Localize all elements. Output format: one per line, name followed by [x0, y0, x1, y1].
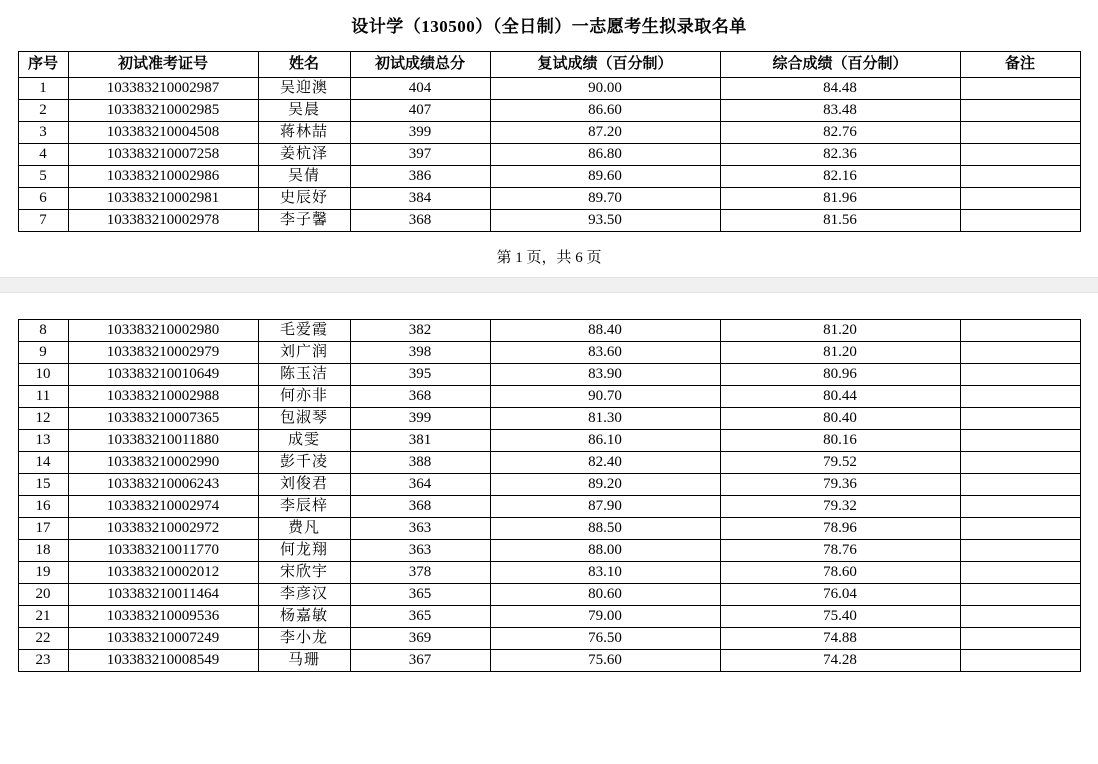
cell-index: 12 — [18, 408, 68, 430]
table-row — [18, 144, 1080, 166]
cell-second-exam-score: 80.60 — [490, 584, 720, 606]
cell-exam-number: 103383210002981 — [68, 188, 258, 210]
column-header-remarks: 备注 — [960, 52, 1080, 78]
cell-first-exam-total: 369 — [350, 628, 490, 650]
cell-remarks — [960, 386, 1080, 408]
cell-index: 8 — [18, 320, 68, 342]
cell-exam-number: 103383210002979 — [68, 342, 258, 364]
cell-second-exam-score: 87.90 — [490, 496, 720, 518]
cell-exam-number: 103383210002986 — [68, 166, 258, 188]
cell-second-exam-score: 93.50 — [490, 210, 720, 232]
table-row — [18, 562, 1080, 584]
page-footer-label: 第 1 页，共 6 页 — [496, 250, 602, 266]
cell-index: 23 — [18, 650, 68, 672]
cell-remarks — [960, 452, 1080, 474]
column-header-overall-score: 综合成绩（百分制） — [720, 52, 960, 78]
cell-first-exam-total: 399 — [350, 408, 490, 430]
cell-first-exam-total: 397 — [350, 144, 490, 166]
cell-exam-number: 103383210007365 — [68, 408, 258, 430]
page-title: 设计学（130500）（全日制）一志愿考生拟录取名单 — [351, 17, 747, 36]
cell-name: 李辰梓 — [258, 496, 350, 518]
cell-name: 毛爱霞 — [258, 320, 350, 342]
cell-second-exam-score: 87.20 — [490, 122, 720, 144]
cell-remarks — [960, 78, 1080, 100]
document-page-2 — [0, 293, 1098, 672]
column-header-exam-number: 初试准考证号 — [68, 52, 258, 78]
cell-index: 15 — [18, 474, 68, 496]
page-break-divider — [0, 277, 1098, 293]
cell-index: 4 — [18, 144, 68, 166]
cell-overall-score: 79.36 — [720, 474, 960, 496]
cell-remarks — [960, 518, 1080, 540]
cell-index: 20 — [18, 584, 68, 606]
cell-name: 史辰妤 — [258, 188, 350, 210]
table-row — [18, 122, 1080, 144]
cell-index: 17 — [18, 518, 68, 540]
cell-remarks — [960, 496, 1080, 518]
cell-second-exam-score: 89.20 — [490, 474, 720, 496]
admission-table-page1 — [18, 51, 1081, 232]
cell-first-exam-total: 365 — [350, 584, 490, 606]
cell-second-exam-score: 83.60 — [490, 342, 720, 364]
cell-overall-score: 80.96 — [720, 364, 960, 386]
cell-first-exam-total: 382 — [350, 320, 490, 342]
column-header-index: 序号 — [18, 52, 68, 78]
cell-remarks — [960, 210, 1080, 232]
table-row — [18, 518, 1080, 540]
cell-second-exam-score: 86.60 — [490, 100, 720, 122]
cell-overall-score: 78.96 — [720, 518, 960, 540]
cell-index: 13 — [18, 430, 68, 452]
table-row — [18, 606, 1080, 628]
table-row — [18, 386, 1080, 408]
table-row — [18, 408, 1080, 430]
table-row — [18, 364, 1080, 386]
cell-first-exam-total: 395 — [350, 364, 490, 386]
cell-name: 包淑琴 — [258, 408, 350, 430]
cell-first-exam-total: 388 — [350, 452, 490, 474]
cell-second-exam-score: 86.80 — [490, 144, 720, 166]
cell-first-exam-total: 386 — [350, 166, 490, 188]
cell-overall-score: 81.96 — [720, 188, 960, 210]
table-row — [18, 584, 1080, 606]
cell-name: 费凡 — [258, 518, 350, 540]
cell-remarks — [960, 584, 1080, 606]
cell-remarks — [960, 606, 1080, 628]
table-row — [18, 452, 1080, 474]
table-row — [18, 210, 1080, 232]
cell-remarks — [960, 628, 1080, 650]
cell-overall-score: 76.04 — [720, 584, 960, 606]
cell-name: 李小龙 — [258, 628, 350, 650]
cell-overall-score: 74.88 — [720, 628, 960, 650]
cell-overall-score: 84.48 — [720, 78, 960, 100]
table-row — [18, 540, 1080, 562]
cell-remarks — [960, 144, 1080, 166]
cell-exam-number: 103383210009536 — [68, 606, 258, 628]
cell-exam-number: 103383210011464 — [68, 584, 258, 606]
cell-name: 何亦非 — [258, 386, 350, 408]
cell-overall-score: 80.40 — [720, 408, 960, 430]
cell-remarks — [960, 100, 1080, 122]
cell-overall-score: 74.28 — [720, 650, 960, 672]
cell-index: 22 — [18, 628, 68, 650]
cell-index: 3 — [18, 122, 68, 144]
cell-first-exam-total: 378 — [350, 562, 490, 584]
cell-index: 7 — [18, 210, 68, 232]
cell-index: 11 — [18, 386, 68, 408]
cell-overall-score: 83.48 — [720, 100, 960, 122]
cell-second-exam-score: 86.10 — [490, 430, 720, 452]
cell-index: 1 — [18, 78, 68, 100]
table-row — [18, 474, 1080, 496]
cell-second-exam-score: 82.40 — [490, 452, 720, 474]
cell-index: 14 — [18, 452, 68, 474]
cell-overall-score: 75.40 — [720, 606, 960, 628]
cell-exam-number: 103383210002990 — [68, 452, 258, 474]
cell-name: 刘俊君 — [258, 474, 350, 496]
cell-name: 吴迎澳 — [258, 78, 350, 100]
cell-first-exam-total: 365 — [350, 606, 490, 628]
cell-name: 陈玉洁 — [258, 364, 350, 386]
cell-remarks — [960, 364, 1080, 386]
cell-name: 成雯 — [258, 430, 350, 452]
cell-second-exam-score: 88.00 — [490, 540, 720, 562]
cell-name: 姜杭泽 — [258, 144, 350, 166]
cell-remarks — [960, 166, 1080, 188]
admission-table-page2 — [18, 319, 1081, 672]
cell-remarks — [960, 474, 1080, 496]
cell-exam-number: 103383210002974 — [68, 496, 258, 518]
table-row — [18, 628, 1080, 650]
cell-overall-score: 78.76 — [720, 540, 960, 562]
cell-remarks — [960, 342, 1080, 364]
cell-first-exam-total: 399 — [350, 122, 490, 144]
cell-exam-number: 103383210011770 — [68, 540, 258, 562]
cell-first-exam-total: 384 — [350, 188, 490, 210]
cell-remarks — [960, 320, 1080, 342]
column-header-second-exam-score: 复试成绩（百分制） — [490, 52, 720, 78]
cell-index: 18 — [18, 540, 68, 562]
cell-index: 10 — [18, 364, 68, 386]
cell-index: 21 — [18, 606, 68, 628]
cell-exam-number: 103383210002972 — [68, 518, 258, 540]
table-row — [18, 166, 1080, 188]
cell-second-exam-score: 88.50 — [490, 518, 720, 540]
cell-exam-number: 103383210002988 — [68, 386, 258, 408]
cell-first-exam-total: 368 — [350, 496, 490, 518]
cell-overall-score: 80.16 — [720, 430, 960, 452]
cell-exam-number: 103383210011880 — [68, 430, 258, 452]
cell-name: 彭千凌 — [258, 452, 350, 474]
cell-overall-score: 82.36 — [720, 144, 960, 166]
cell-index: 6 — [18, 188, 68, 210]
table-row — [18, 100, 1080, 122]
cell-second-exam-score: 81.30 — [490, 408, 720, 430]
cell-remarks — [960, 562, 1080, 584]
table-row — [18, 430, 1080, 452]
cell-first-exam-total: 363 — [350, 540, 490, 562]
cell-first-exam-total: 404 — [350, 78, 490, 100]
cell-second-exam-score: 83.90 — [490, 364, 720, 386]
cell-remarks — [960, 188, 1080, 210]
cell-second-exam-score: 90.70 — [490, 386, 720, 408]
cell-remarks — [960, 650, 1080, 672]
cell-index: 2 — [18, 100, 68, 122]
table-row — [18, 78, 1080, 100]
cell-first-exam-total: 367 — [350, 650, 490, 672]
cell-exam-number: 103383210006243 — [68, 474, 258, 496]
cell-index: 9 — [18, 342, 68, 364]
table-row — [18, 496, 1080, 518]
cell-exam-number: 103383210007258 — [68, 144, 258, 166]
cell-first-exam-total: 368 — [350, 210, 490, 232]
cell-exam-number: 103383210007249 — [68, 628, 258, 650]
cell-overall-score: 81.20 — [720, 342, 960, 364]
cell-overall-score: 82.76 — [720, 122, 960, 144]
cell-index: 19 — [18, 562, 68, 584]
cell-name: 马珊 — [258, 650, 350, 672]
cell-second-exam-score: 90.00 — [490, 78, 720, 100]
cell-exam-number: 103383210002012 — [68, 562, 258, 584]
cell-second-exam-score: 89.70 — [490, 188, 720, 210]
cell-name: 刘广润 — [258, 342, 350, 364]
table-row — [18, 650, 1080, 672]
cell-name: 李子馨 — [258, 210, 350, 232]
cell-overall-score: 81.56 — [720, 210, 960, 232]
cell-first-exam-total: 407 — [350, 100, 490, 122]
cell-overall-score: 78.60 — [720, 562, 960, 584]
cell-overall-score: 79.32 — [720, 496, 960, 518]
cell-name: 吴倩 — [258, 166, 350, 188]
cell-exam-number: 103383210002980 — [68, 320, 258, 342]
cell-exam-number: 103383210010649 — [68, 364, 258, 386]
table-row — [18, 188, 1080, 210]
cell-index: 16 — [18, 496, 68, 518]
cell-name: 何龙翔 — [258, 540, 350, 562]
cell-remarks — [960, 540, 1080, 562]
cell-name: 李彦汉 — [258, 584, 350, 606]
table-header-row — [18, 52, 1080, 78]
cell-remarks — [960, 122, 1080, 144]
cell-second-exam-score: 89.60 — [490, 166, 720, 188]
cell-name: 宋欣宇 — [258, 562, 350, 584]
column-header-first-exam-total: 初试成绩总分 — [350, 52, 490, 78]
cell-first-exam-total: 364 — [350, 474, 490, 496]
cell-first-exam-total: 381 — [350, 430, 490, 452]
cell-second-exam-score: 83.10 — [490, 562, 720, 584]
cell-name: 吴晨 — [258, 100, 350, 122]
cell-first-exam-total: 368 — [350, 386, 490, 408]
cell-overall-score: 82.16 — [720, 166, 960, 188]
cell-first-exam-total: 363 — [350, 518, 490, 540]
cell-remarks — [960, 430, 1080, 452]
cell-exam-number: 103383210002987 — [68, 78, 258, 100]
cell-name: 杨嘉敏 — [258, 606, 350, 628]
cell-second-exam-score: 79.00 — [490, 606, 720, 628]
cell-exam-number: 103383210002985 — [68, 100, 258, 122]
cell-exam-number: 103383210002978 — [68, 210, 258, 232]
column-header-name: 姓名 — [258, 52, 350, 78]
cell-overall-score: 79.52 — [720, 452, 960, 474]
cell-index: 5 — [18, 166, 68, 188]
cell-overall-score: 80.44 — [720, 386, 960, 408]
cell-second-exam-score: 75.60 — [490, 650, 720, 672]
cell-second-exam-score: 76.50 — [490, 628, 720, 650]
table-row — [18, 342, 1080, 364]
cell-remarks — [960, 408, 1080, 430]
cell-first-exam-total: 398 — [350, 342, 490, 364]
cell-overall-score: 81.20 — [720, 320, 960, 342]
cell-exam-number: 103383210008549 — [68, 650, 258, 672]
table-row — [18, 320, 1080, 342]
cell-exam-number: 103383210004508 — [68, 122, 258, 144]
cell-second-exam-score: 88.40 — [490, 320, 720, 342]
cell-name: 蒋林喆 — [258, 122, 350, 144]
